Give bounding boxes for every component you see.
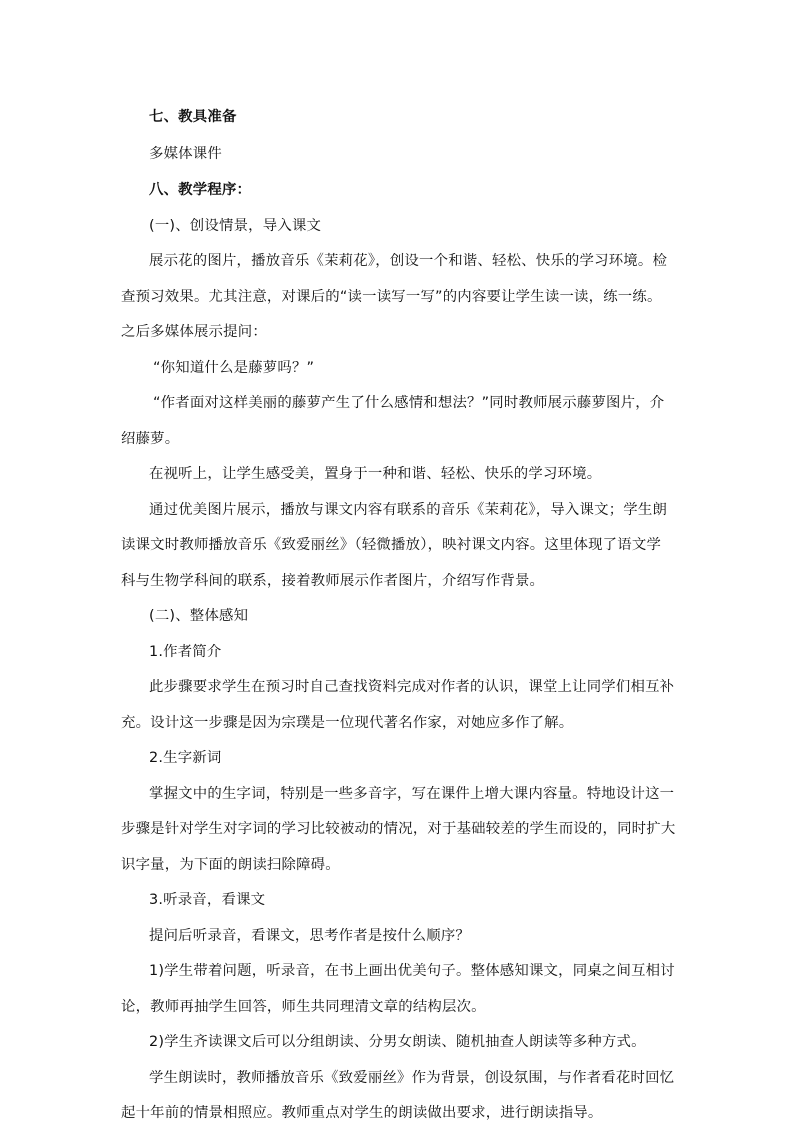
- paragraph-line: 起十年前的情景相照应。教师重点对学生的朗读做出要求，进行朗读指导。: [121, 1105, 603, 1121]
- paragraph-line: 此步骤要求学生在预习时自己查找资料完成对作者的认识，课堂上让同学们相互补: [149, 679, 675, 695]
- paragraph-line: 提问后听录音，看课文，思考作者是按什么顺序？: [149, 927, 470, 944]
- paragraph-line: 掌握文中的生字词，特别是一些多音字，写在课件上增大课内容量。特地设计这一: [149, 785, 675, 802]
- item-title: 2.生字新词: [149, 750, 222, 766]
- paragraph-line: 之后多媒体展示提问：: [121, 324, 267, 340]
- section-heading-8: 八、教学程序：: [149, 182, 252, 198]
- section-7-body: 多媒体课件: [149, 145, 222, 162]
- paragraph-line: 查预习效果。尤其注意，对课后的“读一读写一写”的内容要让学生读一读，练一练。: [121, 288, 662, 305]
- paragraph-line: 步骤是针对学生对字词的学习比较被动的情况，对于基础较差的学生而设的，同时扩大: [121, 821, 676, 837]
- paragraph-line: 2)学生齐读课文后可以分组朗读、分男女朗读、随机抽查人朗读等多种方式。: [149, 1034, 646, 1050]
- paragraph-line: 1)学生带着问题，听录音，在书上画出优美句子。整体感知课文，同桌之间互相讨: [149, 963, 675, 979]
- quote-line: “你知道什么是藤萝吗？”: [153, 359, 315, 376]
- paragraph-line: 绍藤萝。: [121, 430, 180, 447]
- item-title: 3.听录音，看课文: [149, 892, 266, 908]
- paragraph-line: 学生朗读时，教师播放音乐《致爱丽丝》作为背景，创设氛围，与作者看花时回忆: [149, 1069, 675, 1086]
- paragraph-line: 展示花的图片，播放音乐《茉莉花》，创设一个和谐、轻松、快乐的学习环境。检: [149, 253, 668, 269]
- section-heading-7: 七、教具准备: [149, 109, 237, 125]
- part1-title: (一)、创设情景，导入课文: [149, 217, 322, 234]
- paragraph-line: 论，教师再抽学生回答，师生共同理清文章的结构层次。: [121, 998, 486, 1015]
- paragraph-line: 在视听上，让学生感受美，置身于一种和谐、轻松、快乐的学习环境。: [149, 466, 602, 482]
- document-body: [121, 105, 679, 1126]
- item-title: 1.作者简介: [149, 643, 222, 660]
- paragraph-line: 科与生物学科间的联系，接着教师展示作者图片，介绍写作背景。: [121, 572, 545, 589]
- paragraph-line: 读课文时教师播放音乐《致爱丽丝》（轻微播放），映衬课文内容。这里体现了语文学: [121, 537, 662, 553]
- paragraph-line: 充。设计这一步骤是因为宗璞是一位现代著名作家，对她应多作了解。: [121, 714, 574, 731]
- quote-line: “作者面对这样美丽的藤萝产生了什么感情和想法？”同时教师展示藤萝图片，介: [153, 395, 665, 411]
- paragraph-line: 通过优美图片展示，播放与课文内容有联系的音乐《茉莉花》，导入课文；学生朗: [149, 501, 668, 518]
- part2-title: (二)、整体感知: [149, 608, 249, 624]
- paragraph-line: 识字量，为下面的朗读扫除障碍。: [121, 856, 340, 873]
